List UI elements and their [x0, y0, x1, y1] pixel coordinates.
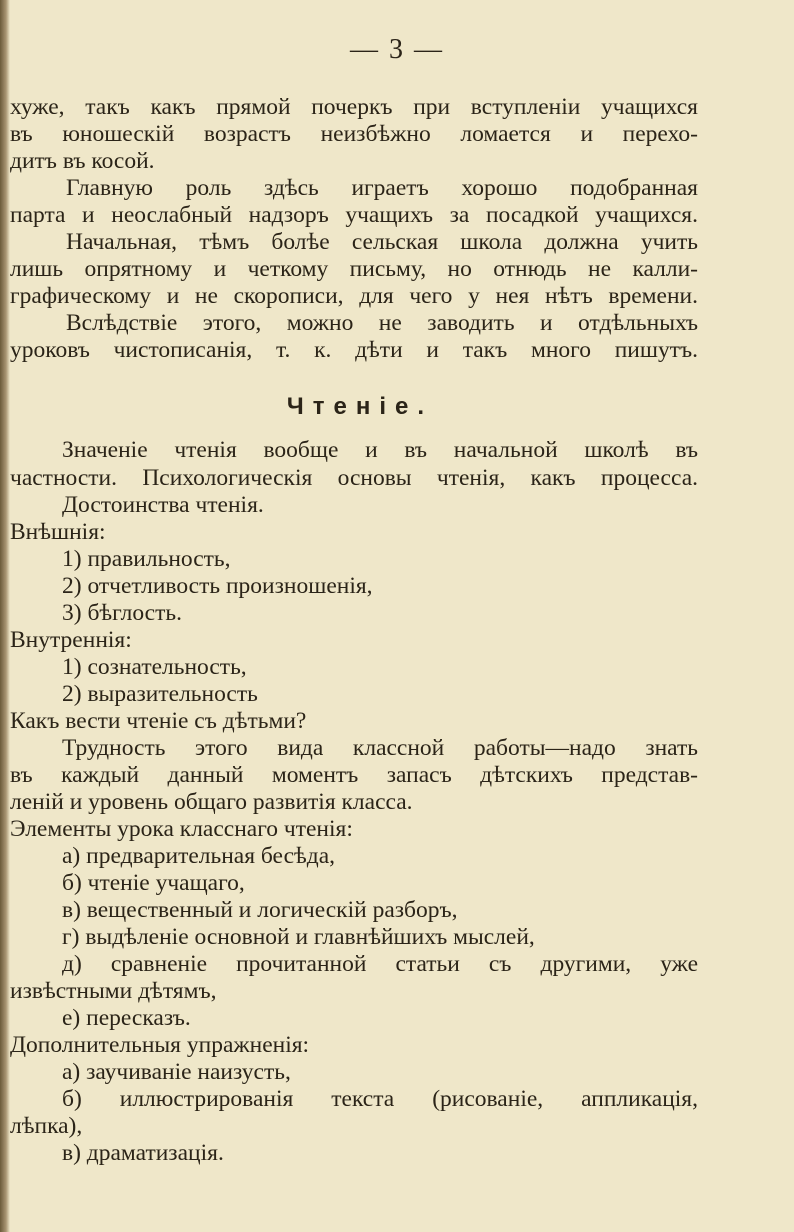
- text-line: а) предварительная бесѣда,: [62, 843, 336, 869]
- text-line: Внѣшнія:: [10, 519, 106, 545]
- text-line: лѣпка),: [10, 1113, 83, 1139]
- text-line: извѣстными дѣтямъ,: [10, 978, 217, 1004]
- text-line: Значеніе чтенія вообще и въ начальной школѣ въ: [62, 437, 698, 463]
- text-line: хуже, такъ какъ прямой почеркъ при вступленіи учащихся: [10, 94, 698, 120]
- text-line: д) сравненіе прочитанной статьи съ другими, уже: [62, 951, 698, 977]
- text-line: в) драматизація.: [62, 1140, 224, 1166]
- text-line: въ юношескій возрастъ неизбѣжно ломается и перехо-: [10, 121, 698, 147]
- text-line: графическому и не скорописи, для чего у нея нѣтъ времени.: [10, 283, 698, 309]
- text-line: Дополнительныя упражненія:: [10, 1032, 310, 1058]
- text-line: 2) выразительность: [62, 681, 258, 707]
- text-line: г) выдѣленіе основной и главнѣйшихъ мыслей,: [62, 924, 535, 950]
- page-number: — 3 —: [350, 34, 444, 65]
- text-line: частности. Психологическія основы чтенія, какъ процесса.: [10, 465, 698, 491]
- text-line: лишь опрятному и четкому письму, но отнюдь не калли-: [10, 256, 698, 282]
- text-line: Начальная, тѣмъ болѣе сельская школа должна учить: [66, 229, 698, 255]
- text-line: Элементы урока класснаго чтенія:: [10, 816, 353, 842]
- text-line: Вслѣдствіе этого, можно не заводить и отдѣльныхъ: [66, 310, 698, 336]
- text-line: е) пересказъ.: [62, 1005, 191, 1031]
- text-line: въ каждый данный моментъ запасъ дѣтскихъ представ-: [10, 762, 698, 788]
- text-line: Достоинства чтенія.: [62, 492, 264, 518]
- text-line: 3) бѣглость.: [62, 600, 182, 626]
- text-line: в) вещественный и логическій разборъ,: [62, 897, 458, 923]
- text-line: леній и уровень общаго развитія класса.: [10, 789, 413, 815]
- text-line: Трудность этого вида классной работы—надо знать: [62, 735, 698, 761]
- text-line: 1) сознательность,: [62, 654, 247, 680]
- text-line: б) иллюстрированія текста (рисованіе, аппликація,: [62, 1086, 698, 1112]
- text-line: Какъ вести чтеніе съ дѣтьми?: [10, 708, 307, 734]
- text-line: а) заучиваніе наизусть,: [62, 1059, 291, 1085]
- text-line: парта и неослабный надзоръ учащихъ за посадкой учащихся.: [10, 202, 698, 228]
- text-line: уроковъ чистописанія, т. к. дѣти и такъ много пишутъ.: [10, 337, 698, 363]
- text-line: дитъ въ косой.: [10, 148, 155, 174]
- text-line: б) чтеніе учащаго,: [62, 870, 245, 896]
- text-line: 2) отчетливость произношенія,: [62, 573, 373, 599]
- section-heading: Чтеніе.: [286, 393, 434, 420]
- text-line: 1) правильность,: [62, 546, 231, 572]
- text-line: Внутреннія:: [10, 627, 132, 653]
- text-line: Главную роль здѣсь играетъ хорошо подобранная: [66, 175, 698, 201]
